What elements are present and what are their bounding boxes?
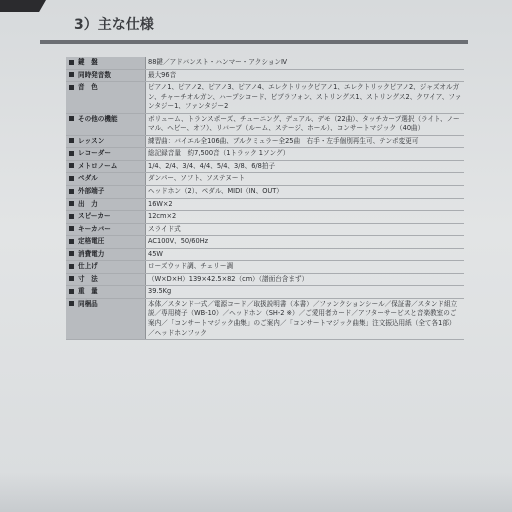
spec-label: 外部端子 [78, 187, 105, 196]
spec-row [66, 261, 464, 274]
spec-row [66, 211, 464, 224]
spec-row [66, 298, 464, 339]
corner-tab [0, 0, 46, 12]
bullet-square-icon [69, 301, 74, 306]
spec-value: ローズウッド調、チェリー調 [146, 261, 465, 274]
spec-label: 消費電力 [78, 249, 105, 258]
spec-row [66, 57, 464, 69]
spec-table [66, 57, 464, 340]
spec-value: ダンパー、ソフト、ソステヌート [146, 173, 465, 186]
section-title: 3）主な仕様 [74, 17, 154, 33]
spec-label: 同梱品 [78, 299, 98, 308]
spec-label: 定格電圧 [78, 237, 105, 246]
spec-label: スピーカー [78, 212, 111, 221]
bullet-square-icon [69, 176, 74, 181]
spec-value: （W×D×H）139×42.5×82（cm）（譜面台含まず） [146, 273, 465, 286]
bullet-square-icon [69, 264, 74, 269]
spec-value: 16W×2 [146, 198, 465, 211]
spec-value: 45W [146, 248, 465, 261]
spec-value: スライド式 [146, 223, 465, 236]
spec-value: AC100V、50/60Hz [146, 236, 465, 249]
spec-row [66, 236, 464, 249]
bullet-square-icon [69, 163, 74, 168]
bullet-square-icon [69, 85, 74, 90]
page-shadow [0, 472, 512, 512]
spec-row [66, 248, 464, 261]
spec-row [66, 113, 464, 135]
spec-label: 出 力 [78, 199, 98, 208]
spec-row [66, 286, 464, 299]
bullet-square-icon [69, 72, 74, 77]
spec-value: 総記録音量 約7,500音（1トラック 1ソング） [146, 148, 465, 161]
spec-row [66, 186, 464, 199]
bullet-square-icon [69, 138, 74, 143]
spec-row [66, 82, 464, 114]
title-underline [40, 40, 468, 44]
spec-label: その他の機能 [78, 114, 118, 123]
bullet-square-icon [69, 60, 74, 65]
bullet-square-icon [69, 251, 74, 256]
spec-row [66, 198, 464, 211]
spec-value: 1/4、2/4、3/4、4/4、5/4、3/8、6/8拍子 [146, 160, 465, 173]
spec-label: 音 色 [78, 83, 98, 92]
spec-value: ピアノ1、ピアノ2、ピアノ3、ピアノ4、エレクトリックピアノ1、エレクトリックピアノ2、ジャズオルガン、チャーチオルガン、ハープシコード、ビブラフォン、ストリングス1、ストリングス2、クワイア、ファンタジー1、ファンタジー2 [146, 82, 465, 114]
spec-value: 88鍵／アドバンスト・ハンマー・アクションⅣ [146, 57, 465, 69]
spec-label: メトロノーム [78, 161, 118, 170]
spec-value: 39.5Kg [146, 286, 465, 299]
bullet-square-icon [69, 201, 74, 206]
spec-label: 同時発音数 [78, 70, 111, 79]
spec-row [66, 173, 464, 186]
bullet-square-icon [69, 239, 74, 244]
spec-row [66, 148, 464, 161]
spec-label: ペダル [78, 174, 98, 183]
bullet-square-icon [69, 151, 74, 156]
spec-label: キーカバー [78, 224, 111, 233]
bullet-square-icon [69, 289, 74, 294]
bullet-square-icon [69, 226, 74, 231]
spec-value: 本体／スタンド一式／電源コード／取扱説明書（本書）／ファンクションシール／保証書／スタンド組立説／専用椅子（WB-10）／ヘッドホン（SH-2 ※）／ご愛用者カード／アフターサービスと音楽教室のご案内／「コンサートマジック曲集」のご案内／「コンサートマジック曲集」注文振込用紙（全て各1部）／ヘッドホンフック [146, 298, 465, 339]
spec-value: 12cm×2 [146, 211, 465, 224]
bullet-square-icon [69, 214, 74, 219]
bullet-square-icon [69, 189, 74, 194]
bullet-square-icon [69, 276, 74, 281]
spec-label: レコーダー [78, 149, 111, 158]
spec-value: 練習曲：バイエル全106曲、ブルクミュラー全25曲 右手・左手個別再生可、テンポ変更可 [146, 135, 465, 148]
spec-label: レッスン [78, 136, 105, 145]
spec-label: 鍵 盤 [78, 58, 98, 66]
spec-row [66, 135, 464, 148]
spec-row [66, 223, 464, 236]
spec-label: 重 量 [78, 287, 98, 296]
spec-value: ボリューム、トランスポーズ、チューニング、デュアル、デモ（22曲）、タッチカーブ選択（ライト、ノーマル、ヘビー、オフ）、リバーブ（ルーム、ステージ、ホール）、コンサートマジック（40曲） [146, 113, 465, 135]
spec-label: 仕上げ [78, 262, 98, 271]
spec-row [66, 160, 464, 173]
spec-label: 寸 法 [78, 274, 98, 283]
spec-value: ヘッドホン（2）、ペダル、MIDI（IN、OUT） [146, 186, 465, 199]
spec-value: 最大96音 [146, 69, 465, 82]
spec-row [66, 69, 464, 82]
bullet-square-icon [69, 116, 74, 121]
spec-row [66, 273, 464, 286]
